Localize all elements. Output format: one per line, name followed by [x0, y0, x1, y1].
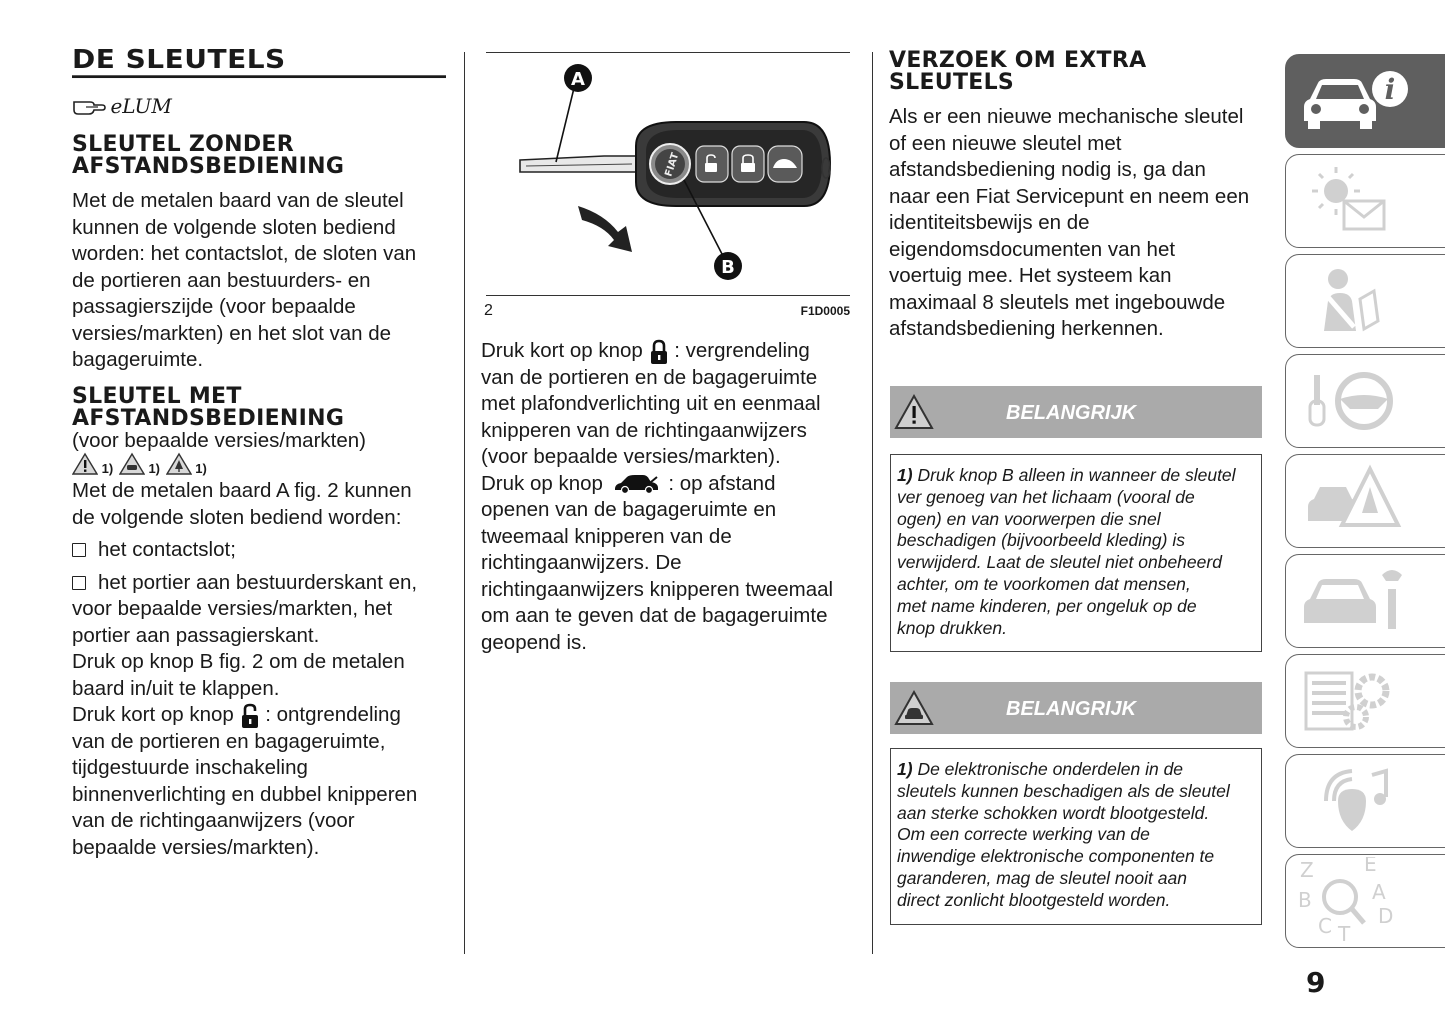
warning-ref: 1) [897, 759, 913, 779]
text-line: binnenverlichting en dubbel knipperen [72, 782, 418, 806]
text-line [481, 338, 861, 365]
text-line: garanderen, mag de sleutel nooit aan [897, 867, 1187, 888]
label-a: A [571, 69, 585, 90]
car-warning-icon [894, 689, 934, 727]
text-fragment: Druk knop B alleen in wanneer de sleutel [917, 465, 1236, 485]
label-b: B [721, 257, 735, 278]
text-line: direct zonlicht blootgesteld worden. [897, 889, 1171, 910]
text-line: voor bepaalde versies/markten, het [72, 597, 393, 620]
text-line: of een nieuwe sleutel met [889, 131, 1122, 155]
bullet-text: het contactslot; [98, 538, 236, 561]
section-title-line: SLEUTEL ZONDER [72, 132, 294, 157]
index-letter: B [1298, 888, 1312, 912]
index-letter: D [1378, 904, 1394, 928]
pointing-hand-icon [72, 94, 106, 118]
section-title-line: VERZOEK OM EXTRA [889, 48, 1147, 73]
tab-car-info[interactable] [1285, 54, 1445, 148]
section-title-line: AFSTANDSBEDIENING [72, 154, 345, 179]
figure-code: F1D0005 [800, 304, 850, 318]
lock-icon [649, 339, 669, 365]
text-line: kunnen de volgende sloten bediend [72, 215, 396, 239]
warning-label: BELANGRIJK [1006, 402, 1137, 424]
text-line: bagageruimte. [72, 348, 204, 371]
text-line: richtingaanwijzers knipperen tweemaal [481, 577, 834, 601]
text-fragment: Druk kort op knop [72, 703, 234, 726]
page-title: DE SLEUTELS [72, 44, 446, 78]
section-title-line: SLEUTELS [889, 70, 1015, 95]
text-fragment: Druk op knop [481, 471, 603, 495]
warning-ref: 1) [101, 461, 114, 476]
bullet-item [72, 537, 452, 564]
text-fragment: Druk kort op knop [481, 339, 643, 362]
tab-emergency[interactable] [1285, 454, 1445, 548]
warning-refs [72, 452, 207, 478]
text-line: (voor bepaalde versies/markten). [481, 445, 781, 469]
text-fragment: : vergrendeling [674, 339, 810, 362]
text-line: ver genoeg van het lichaam (vooral de [897, 486, 1195, 507]
brand-mark [72, 94, 172, 120]
text-line: eigendomsdocumenten van het [889, 237, 1176, 261]
tab-multimedia[interactable] [1285, 754, 1445, 848]
warning-box [890, 748, 1262, 925]
warning-label: BELANGRIJK [1006, 698, 1137, 720]
text-line: de portieren aan bestuurders- en [72, 268, 371, 292]
figure-top-rule [486, 52, 850, 53]
text-line: afstandsbediening nodig is, ga dan [889, 158, 1206, 181]
text-line: passagierszijde (voor bepaalde [72, 295, 356, 318]
info-letter: i [1384, 73, 1396, 106]
text-fragment: De elektronische onderdelen in de [917, 759, 1184, 779]
section-title-no-remote [72, 134, 452, 178]
bullet-item [72, 570, 452, 650]
text-line: maximaal 8 sleutels met ingebouwde [889, 290, 1226, 314]
tab-index[interactable] [1285, 854, 1445, 948]
tab-technical-data[interactable] [1285, 654, 1445, 748]
text-line: tijdgestuurde inschakeling [72, 756, 308, 780]
text-line: ogen) en van voorwerpen die snel [897, 508, 1161, 529]
text-line [481, 471, 861, 498]
paragraph-no-remote [72, 188, 452, 374]
index-letter: E [1364, 857, 1377, 876]
text-line: versies/markten) en het slot van de [72, 321, 392, 345]
car-hazard-icon [1294, 461, 1414, 541]
text-line: identiteitsbewijs en de [889, 211, 1090, 234]
text-line [897, 465, 1253, 487]
seatbelt-person-icon [1294, 261, 1414, 341]
bullet-box-icon [72, 576, 86, 590]
text-line: inwendige elektronische componenten te [897, 846, 1215, 867]
section-subtitle: (voor bepaalde versies/markten) [72, 429, 366, 452]
warning-triangle-icon [894, 393, 934, 431]
text-line: sleutels kunnen beschadigen als de sleutel [897, 780, 1230, 801]
light-message-icon [1294, 161, 1414, 241]
fiat-logo-text: FIAT [663, 151, 682, 179]
paragraph-extra-keys [889, 104, 1269, 343]
tab-maintenance[interactable] [1285, 554, 1445, 648]
text-line [72, 702, 452, 729]
car-warning-icon [119, 452, 145, 476]
bullet-text: het portier aan bestuurderskant en, [98, 570, 418, 594]
section-title-extra-keys [889, 50, 1269, 94]
tab-lights-messages[interactable] [1285, 154, 1445, 248]
bullet-box-icon [72, 543, 86, 557]
text-line: knipperen van de richtingaanwijzers [481, 418, 807, 442]
text-line: van de richtingaanwijzers (voor [72, 809, 355, 833]
text-line: openen van de bagageruimte en [481, 498, 777, 522]
text-line: Als er een nieuwe mechanische sleutel [889, 105, 1244, 128]
section-title-remote [72, 386, 452, 430]
text-line: van de portieren en de bagageruimte [481, 365, 818, 389]
tab-safety[interactable] [1285, 254, 1445, 348]
index-letter: T [1338, 922, 1351, 945]
text-line: Met de metalen baard van de sleutel [72, 189, 404, 212]
warning-header [890, 682, 1262, 734]
list-gear-icon [1294, 661, 1414, 741]
index-letter: A [1372, 880, 1386, 904]
car-info-icon [1294, 61, 1414, 141]
text-fragment: : op afstand [668, 471, 776, 495]
text-line: voertuig mee. Het systeem kan [889, 264, 1172, 287]
text-fragment: : ontgrendeling [265, 703, 401, 726]
text-line: knop drukken. [897, 617, 1007, 638]
text-line: aan sterke schokken wordt blootgesteld. [897, 802, 1210, 823]
environment-warning-icon [166, 452, 192, 476]
text-line: naar een Fiat Servicepunt en neem een [889, 184, 1250, 208]
unlock-icon [240, 703, 260, 729]
brand-mark-text: eLUM [110, 94, 172, 118]
text-line: baard in/uit te klappen. [72, 676, 280, 700]
text-line: met plafondverlichting uit en eenmaal [481, 392, 821, 416]
index-letter: Z [1300, 858, 1314, 882]
paragraph-lock [481, 338, 861, 656]
warning-ref: 1) [897, 465, 913, 485]
text-line: om aan te geven dat de bagageruimte [481, 604, 828, 628]
paragraph-remote [72, 478, 452, 861]
trunk-car-icon [613, 473, 659, 495]
text-line: beschadigen (bijvoorbeeld kleding) is [897, 530, 1185, 551]
index-search-icon [1294, 857, 1414, 945]
text-line: geopend is. [481, 630, 588, 654]
warning-header [890, 386, 1262, 438]
text-line [897, 759, 1253, 781]
warning-box [890, 454, 1262, 652]
tab-starting-driving[interactable] [1285, 354, 1445, 448]
text-line: de volgende sloten bediend worden: [72, 505, 402, 529]
column-divider [872, 52, 873, 954]
text-line: tweemaal knipperen van de [481, 524, 732, 548]
text-line: Met de metalen baard A fig. 2 kunnen [72, 479, 412, 502]
text-line: van de portieren en bagageruimte, [72, 729, 386, 753]
text-line: afstandsbediening herkennen. [889, 317, 1164, 340]
text-line: portier aan passagierskant. [72, 623, 320, 647]
column-divider [464, 52, 465, 954]
car-wrench-icon [1294, 561, 1414, 641]
text-line: worden: het contactslot, de sloten van [72, 242, 417, 265]
key-figure [486, 56, 850, 296]
page-number: 9 [1306, 966, 1326, 999]
warning-ref: 1) [148, 461, 160, 476]
figure-bottom-rule [486, 295, 850, 296]
figure-number: 2 [484, 302, 493, 319]
warning-triangle-icon [72, 452, 98, 476]
text-line: Druk op knop B fig. 2 om de metalen [72, 650, 405, 673]
key-steering-icon [1294, 361, 1414, 441]
text-line: met name kinderen, per ongeluk op de [897, 595, 1197, 616]
text-line: verwijderd. Laat de sleutel niet onbeheerd [897, 552, 1222, 573]
text-line: richtingaanwijzers. De [481, 551, 682, 575]
signal-music-icon [1294, 761, 1414, 841]
index-letter: C [1318, 914, 1332, 938]
section-title-line: AFSTANDSBEDIENING [72, 406, 345, 431]
warning-ref: 1) [195, 461, 207, 476]
text-line: bepaalde versies/markten). [72, 835, 320, 859]
text-line: achter, om te voorkomen dat mensen, [897, 573, 1191, 594]
text-line: Om een correcte werking van de [897, 824, 1150, 845]
section-title-line: SLEUTEL MET [72, 384, 242, 409]
